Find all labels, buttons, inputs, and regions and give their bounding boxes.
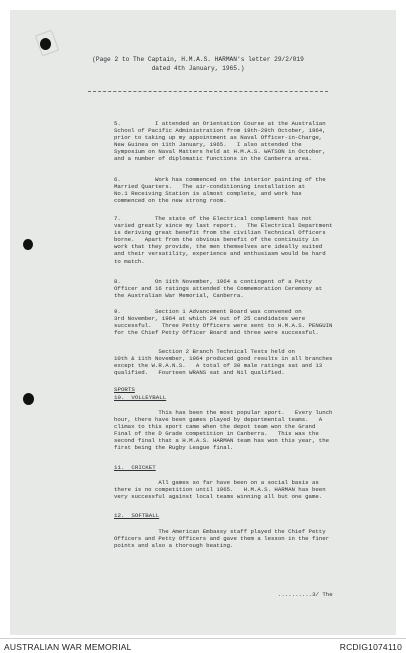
softball-heading: 12. SOFTBALL (114, 512, 160, 519)
text-line: commenced on the new strong room. (114, 197, 227, 205)
paragraph-11 (114, 479, 326, 500)
punch-hole-top (40, 38, 51, 50)
separator-dashes (88, 91, 328, 92)
text-line: Final of the D Grade competition in Canberra. This was the (114, 430, 319, 438)
text-line: Officers and Petty Officers and gave them a lesson in the finer (114, 535, 330, 543)
text-line: Section 2 Branch Technical Tests held on (114, 348, 295, 355)
footer-record-id: RCDIG1074110 (339, 642, 402, 652)
text-line: and their versatility, experience and enthusiasm would be hard (114, 250, 326, 258)
text-line: New Guinea on 11th January, 1965. I also attended the (114, 141, 302, 149)
text-line: for the Chief Petty Officer Board and three were successful. (114, 329, 319, 337)
cricket-heading: 11. CRICKET (114, 464, 156, 471)
letter-reference-line: (Page 2 to The Captain, H.M.A.S. HARMAN's letter 29/2/019 (92, 56, 304, 63)
text-line: prior to taking up my appointment as Naval Officer-in-Charge, (114, 134, 323, 142)
text-line: Symposium on Naval Matters held at H.M.A.S. WATSON in October, (114, 148, 326, 156)
text-line: 8. On 11th November, 1964 a contingent of a Petty (114, 278, 312, 285)
volleyball-heading: 10. VOLLEYBALL (114, 394, 167, 401)
text-line: 6. Work has commenced on the interior painting of the (114, 176, 326, 183)
text-line: 7. The state of the Electrical complement has not (114, 215, 312, 222)
text-line: 3rd November, 1964 at which 24 out of 25 candidates were (114, 315, 306, 323)
text-line: second final that a H.M.A.S. HARMAN team has won this year, the (114, 437, 330, 445)
text-line: The American Embassy staff played the Chief Petty (114, 528, 326, 535)
paragraph-9 (114, 308, 332, 336)
punch-hole-middle (23, 239, 33, 250)
footer-divider (0, 638, 406, 639)
text-line: and a number of diplomatic functions in the Canberra area. (114, 155, 312, 163)
text-line: Married Quarters. The air-conditioning installation at (114, 183, 306, 191)
text-line: All games so far have been on a social basis as (114, 479, 319, 486)
text-line: borne. Apart from the obvious benefit of the continuity in (114, 236, 319, 244)
paragraph-9-continued (114, 348, 332, 376)
sports-heading: SPORTS (114, 386, 135, 393)
paragraph-12 (114, 528, 329, 549)
text-line: there is no competition until 1965. H.M.A.S. HARMAN has been (114, 486, 326, 494)
paragraph-7 (114, 215, 332, 265)
text-line: the Australian War Memorial, Canberra. (114, 292, 244, 300)
text-line: 9. Section 1 Advancement Board was convened on (114, 308, 302, 315)
text-line: No.1 Receiving Station is almost complete, and work has (114, 190, 302, 198)
text-line: School of Pacific Administration from 19th-29th October, 1964, (114, 127, 326, 135)
letter-date-line: dated 4th January, 1965.) (151, 65, 245, 72)
paragraph-10 (114, 409, 332, 452)
text-line: varied greatly since my last report. The Electrical Department (114, 222, 333, 230)
continuation-marker: ..........3/ The (278, 591, 333, 598)
text-line: 5. I attended an Orientation Course at the Australian (114, 120, 326, 127)
text-line: very successful against local teams winning all but one game. (114, 493, 323, 501)
text-line: This has been the most popular sport. Every lunch (114, 409, 333, 416)
punch-hole-bottom (23, 393, 34, 405)
text-line: is deriving great benefit from the civilian Technical Officers (114, 229, 326, 237)
text-line: climax to this sport came when the depot team won the Grand (114, 423, 316, 431)
text-line: except the W.R.A.N.S. A total of 30 male ratings sat and 13 (114, 362, 323, 370)
text-line: qualified. Fourteen WRANS sat and Nil qualified. (114, 369, 285, 377)
paragraph-5 (114, 120, 326, 163)
text-line: Officer and 16 ratings attended the Commemoration Ceremony at (114, 285, 323, 293)
paragraph-8 (114, 278, 322, 299)
text-line: points and also a thorough beating. (114, 542, 234, 550)
document-page (10, 10, 396, 635)
text-line: 10th & 11th November, 1964 produced good results in all branches (114, 355, 333, 363)
text-line: work that they provide, the men themselves are ideally suited (114, 243, 323, 251)
text-line: to match. (114, 257, 145, 265)
paragraph-6 (114, 176, 326, 204)
text-line: first being the Rugby League final. (114, 444, 234, 452)
footer-source: AUSTRALIAN WAR MEMORIAL (4, 642, 132, 652)
text-line: hour, there have been games played by departmental teams. A (114, 416, 323, 424)
text-line: successful. Three Petty Officers were sent to H.M.A.S. PENGUIN (114, 322, 333, 330)
